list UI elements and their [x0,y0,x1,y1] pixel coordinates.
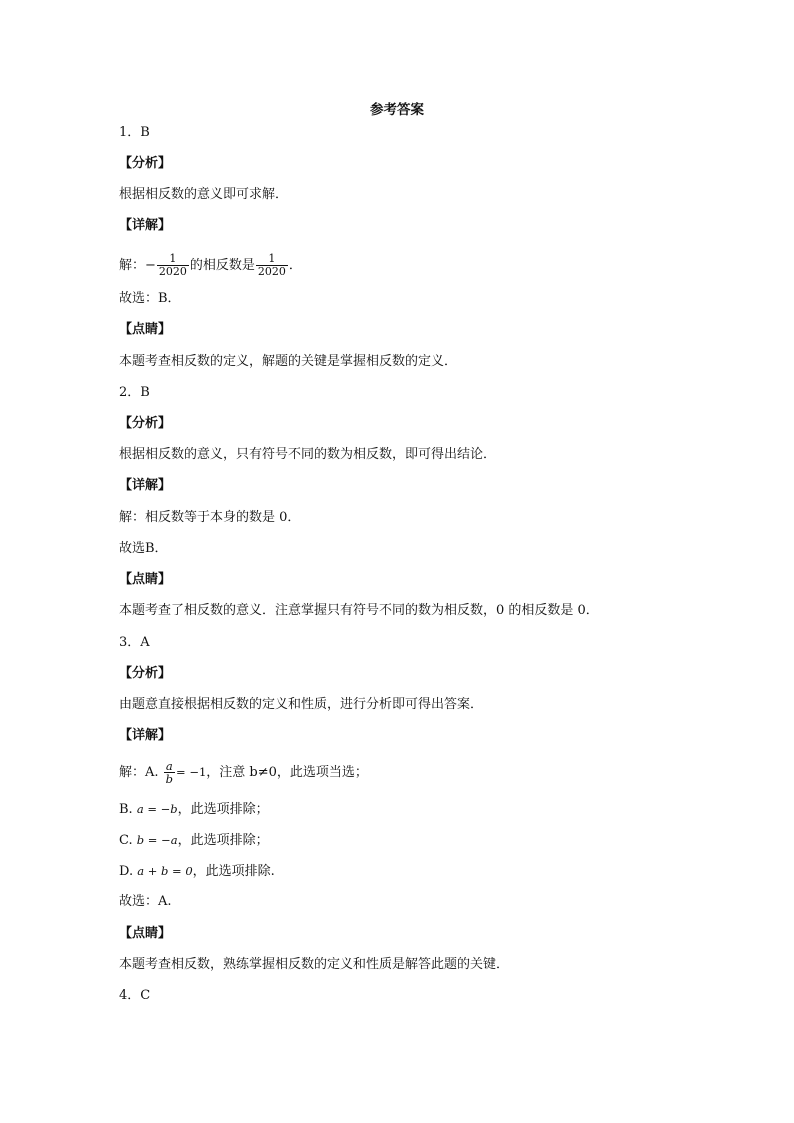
q1-analysis-tag: 【分析】 [119,156,172,171]
q1-solution-end: ． [288,258,302,273]
q1-detail-tag: 【详解】 [119,218,172,233]
q2-solution: 解：相反数等于本身的数是 0． [119,510,301,525]
q2-detail-tag: 【详解】 [119,478,172,493]
q3-analysis-tag: 【分析】 [119,666,172,681]
q3-number: 3．A [119,635,150,650]
q3-a-fraction [164,760,175,785]
q1-number: 1．B [119,125,150,140]
q3-a-text: ，注意 b≠0，此选项当选； [206,765,368,780]
page-title: 参考答案 [370,102,424,118]
q1-fraction-1 [157,253,189,278]
q1-comment-tag: 【点睛】 [119,322,172,337]
q3-option-c [119,831,269,850]
q1-fraction-2 [256,253,288,278]
q3-option-d [119,862,275,881]
q3-a-expr: = −1 [176,765,207,779]
q1-solution-mid: 的相反数是 [189,258,255,273]
q3-c-prefix: C. [119,833,137,848]
q1-frac1-den: 2020 [158,265,187,278]
q3-a-frac-num: a [165,759,173,773]
q2-comment-tag: 【点睛】 [119,572,172,587]
q4-number: 4．C [119,988,151,1003]
q3-c-text: ，此选项排除； [177,833,269,848]
q3-b-text: ，此选项排除； [177,802,269,817]
q3-analysis: 由题意直接根据相反数的定义和性质，进行分析即可得出答案． [119,697,484,712]
q3-b-prefix: B. [119,802,137,817]
q2-analysis: 根据相反数的意义，只有符号不同的数为相反数，即可得出结论． [119,447,497,462]
q1-frac1-num: 1 [169,252,177,265]
q2-choice: 故选B． [119,541,168,556]
q3-a-prefix: 解：A. [119,765,163,780]
q3-detail-tag: 【详解】 [119,728,172,743]
q3-b-expr: a = −b [136,802,178,816]
q2-analysis-tag: 【分析】 [119,416,172,431]
q2-number: 2．B [119,385,150,400]
q1-comment: 本题考查相反数的定义，解题的关键是掌握相反数的定义． [119,354,458,369]
q3-comment-tag: 【点睛】 [119,926,172,941]
q1-solution [119,253,302,278]
q3-option-a [119,760,368,785]
q2-comment: 本题考查了相反数的意义．注意掌握只有符号不同的数为相反数，0 的相反数是 0． [119,603,599,618]
q1-analysis: 根据相反数的意义即可求解． [119,187,289,202]
q3-d-prefix: D. [119,864,138,879]
q3-comment: 本题考查相反数，熟练掌握相反数的定义和性质是解答此题的关键． [119,957,510,972]
q3-a-frac-den: b [165,772,174,786]
q3-choice: 故选：A. [119,894,172,909]
q1-choice: 故选：B． [119,291,181,306]
q3-c-expr: b = −a [136,833,178,847]
q1-frac2-num: 1 [268,252,276,265]
q3-d-text: ，此选项排除. [192,864,275,879]
q3-d-expr: a + b = 0 [137,864,193,878]
q1-frac2-den: 2020 [257,265,286,278]
q1-solution-prefix: 解：− [119,258,156,273]
q3-option-b [119,800,269,819]
